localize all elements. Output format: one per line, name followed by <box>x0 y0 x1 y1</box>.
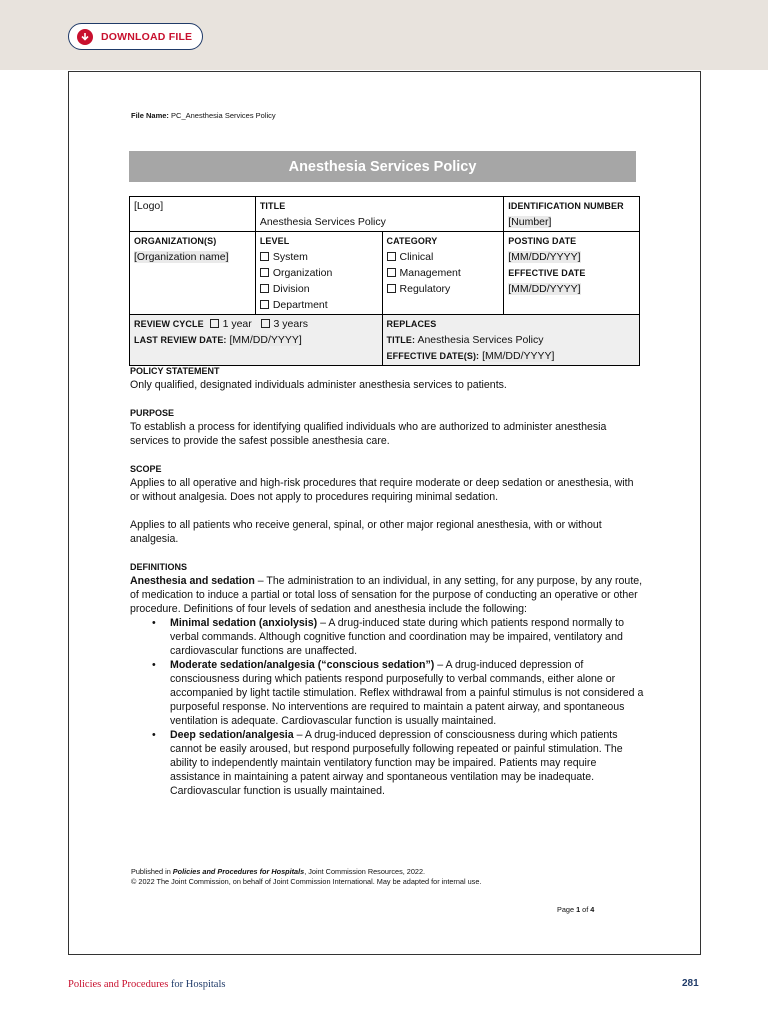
book-title-part-1: Policies and Procedures <box>68 979 169 990</box>
level-label: LEVEL <box>259 236 290 246</box>
page-word: Page <box>557 905 575 914</box>
identification-value: [Number] <box>508 216 552 228</box>
scope-text-1: Applies to all operative and high-risk procedures that require moderate or deep sedation or anesthesia, with or without analgesia. Does not apply to procedures requiring minimal sedation. <box>130 477 634 503</box>
replaces-title-label: TITLE: <box>386 335 416 345</box>
policy-metadata-table <box>129 196 640 366</box>
list-item <box>152 658 645 728</box>
logo-placeholder: [Logo] <box>134 200 164 212</box>
list-item-term: Minimal sedation (anxiolysis) <box>170 617 318 629</box>
list-item-term: Deep sedation/analgesia <box>170 729 294 741</box>
title-value: Anesthesia Services Policy <box>259 216 386 228</box>
category-option[interactable] <box>387 281 500 297</box>
organization-cell <box>130 232 256 315</box>
page-of: of <box>582 905 589 914</box>
file-name-line <box>131 111 276 120</box>
policy-statement-heading: POLICY STATEMENT <box>130 366 220 376</box>
list-item-text: – A drug-induced state during which patients respond normally to verbal commands. Although cognitive function and coordination may be impaired, ventilatory and cardiovascular functions are unaffected. <box>170 617 624 657</box>
organization-value: [Organization name] <box>134 251 229 263</box>
list-item-text: – A drug-induced depression of consciousness during which patients respond purposefully to verbal commands, either alone or accompanied by light tactile stimulation. Reflex withdrawal from a painful stimulus is not considered a purposeful response. No interventions are required to maintain a patent airway, and spontaneous ventilation is adequate. Cardiovascular function is usually maintained. <box>170 659 644 727</box>
category-option-label: Regulatory <box>399 283 451 295</box>
replaces-cell <box>382 315 639 366</box>
download-file-label: DOWNLOAD FILE <box>101 30 193 43</box>
page-current: 1 <box>576 905 581 914</box>
level-option-label: Department <box>272 299 328 311</box>
definition-list <box>152 616 645 798</box>
definition-paragraph <box>130 574 645 616</box>
last-review-label: LAST REVIEW DATE: <box>134 335 227 345</box>
replaces-label: REPLACES <box>386 319 437 329</box>
replaces-effective-value: [MM/DD/YYYY] <box>482 350 555 362</box>
purpose-text: To establish a process for identifying qualified individuals who are authorized to administer anesthesia services to provide the safest possible anesthesia care. <box>130 421 607 447</box>
bullet-icon: • <box>152 617 156 629</box>
published-prefix: Published in <box>131 867 173 876</box>
scope-heading: SCOPE <box>130 464 162 474</box>
checkbox-icon <box>260 284 269 293</box>
policy-body <box>130 364 645 798</box>
policy-title-banner: Anesthesia Services Policy <box>129 151 636 182</box>
download-arrow-icon <box>77 29 93 45</box>
checkbox-icon <box>260 268 269 277</box>
book-title-part-2: for Hospitals <box>168 979 226 990</box>
category-label: CATEGORY <box>386 236 438 246</box>
category-option[interactable] <box>387 249 500 265</box>
document-page <box>68 71 701 955</box>
logo-cell <box>130 197 256 232</box>
page-total: 4 <box>590 905 595 914</box>
download-file-button[interactable] <box>68 23 203 50</box>
level-option[interactable] <box>260 249 378 265</box>
review-option-1[interactable] <box>210 318 252 330</box>
file-name-value: PC_Anesthesia Services Policy <box>171 111 276 120</box>
review-option-label: 3 years <box>273 318 308 330</box>
identification-cell <box>504 197 640 232</box>
level-option[interactable] <box>260 297 378 313</box>
level-option[interactable] <box>260 281 378 297</box>
effective-date-label: EFFECTIVE DATE <box>508 268 586 278</box>
list-item <box>152 616 645 658</box>
policy-statement-text: Only qualified, designated individuals administer anesthesia services to patients. <box>130 379 507 391</box>
effective-date-value: [MM/DD/YYYY] <box>508 283 581 295</box>
purpose-heading: PURPOSE <box>130 408 175 418</box>
top-toolbar <box>0 0 768 70</box>
page-footer <box>131 867 631 887</box>
dates-cell <box>504 232 640 315</box>
checkbox-icon <box>387 284 396 293</box>
list-item-term: Moderate sedation/analgesia (“conscious sedation”) <box>170 659 435 671</box>
definitions-heading: DEFINITIONS <box>130 562 188 572</box>
bullet-icon: • <box>152 659 156 671</box>
identification-label: IDENTIFICATION NUMBER <box>508 201 624 211</box>
checkbox-icon <box>260 252 269 261</box>
checkbox-icon <box>260 300 269 309</box>
posting-date-label: POSTING DATE <box>508 236 577 246</box>
replaces-effective-label: EFFECTIVE DATE(S): <box>386 351 480 361</box>
review-cell <box>130 315 383 366</box>
level-option-label: System <box>272 251 308 263</box>
checkbox-icon <box>210 319 219 328</box>
definition-text: – The administration to an individual, in any setting, for any purpose, by any route, of medication to induce a partial or total loss of sensation for the purpose of conducting an operative or other procedure. Definitions of four levels of sedation and anesthesia include the following: <box>130 575 643 615</box>
review-option-label: 1 year <box>222 318 252 330</box>
bullet-icon: • <box>152 729 156 741</box>
level-option[interactable] <box>260 265 378 281</box>
category-option-label: Management <box>399 267 461 279</box>
replaces-title-value: Anesthesia Services Policy <box>417 334 544 346</box>
list-item <box>152 728 645 798</box>
copyright-text: © 2022 The Joint Commission, on behalf of Joint Commission International. May be adapted for internal use. <box>131 877 482 886</box>
file-name-label: File Name: <box>131 111 169 120</box>
title-label: TITLE <box>259 201 286 211</box>
last-review-value: [MM/DD/YYYY] <box>229 334 302 346</box>
list-item-text: – A drug-induced depression of consciousness during which patients cannot be easily aroused, but respond purposefully following repeated or painful stimulation. The ability to independently maintain ventilatory function may be impaired. Patients may require assistance in maintaining a patent airway and spontaneous ventilation may be inadequate. Cardiovascular function is usually maintained. <box>170 729 623 797</box>
level-cell <box>255 232 382 315</box>
definition-term: Anesthesia and sedation <box>130 575 255 587</box>
title-cell <box>255 197 503 232</box>
checkbox-icon <box>387 252 396 261</box>
published-title: Policies and Procedures for Hospitals <box>172 867 305 876</box>
page-indicator <box>557 905 594 914</box>
level-option-label: Organization <box>272 267 333 279</box>
book-title <box>68 979 225 990</box>
category-cell <box>382 232 504 315</box>
review-cycle-label: REVIEW CYCLE <box>134 319 204 329</box>
book-page-number: 281 <box>682 978 699 989</box>
category-option[interactable] <box>387 265 500 281</box>
checkbox-icon <box>261 319 270 328</box>
category-option-label: Clinical <box>399 251 434 263</box>
posting-date-value: [MM/DD/YYYY] <box>508 251 581 263</box>
review-option-2[interactable] <box>261 318 308 330</box>
scope-text-2: Applies to all patients who receive general, spinal, or other major regional anesthesia, with or without analgesia. <box>130 519 602 545</box>
organization-label: ORGANIZATION(S) <box>134 236 217 246</box>
level-option-label: Division <box>272 283 310 295</box>
checkbox-icon <box>387 268 396 277</box>
published-suffix: , Joint Commission Resources, 2022. <box>304 867 426 876</box>
